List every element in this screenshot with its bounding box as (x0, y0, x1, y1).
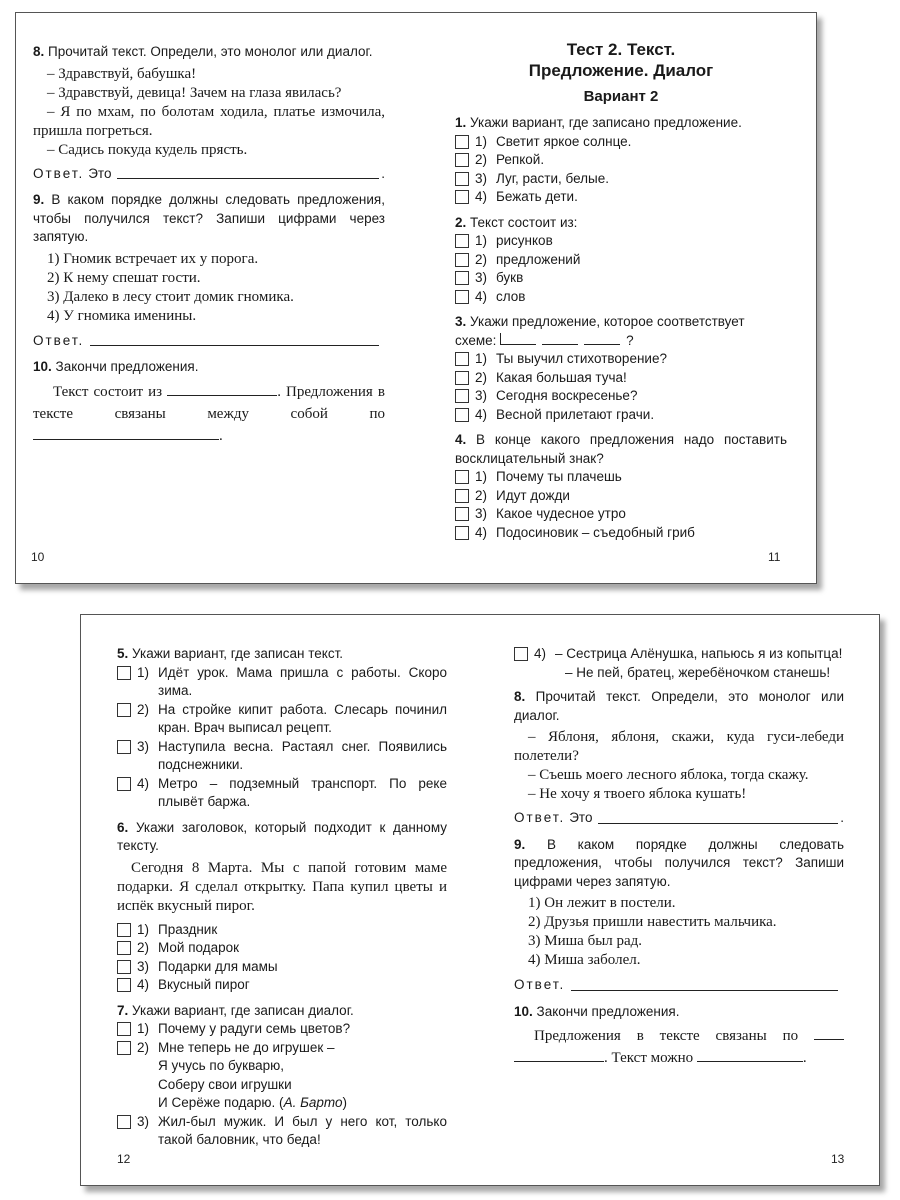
option-text: Наступила весна. Растаял снег. Появились подснежники. (158, 738, 447, 772)
list-item: 2) К нему спешат гости. (47, 269, 201, 286)
checkbox[interactable] (117, 960, 131, 974)
completion-part: . Текст можно (604, 1050, 694, 1066)
poem-line (158, 1094, 447, 1113)
checkbox[interactable] (117, 740, 131, 754)
page-number: 13 (831, 1152, 845, 1166)
answer-blank[interactable] (117, 178, 379, 179)
reading-passage (117, 859, 447, 916)
question-5 (117, 645, 447, 812)
answer-label: Ответ. (33, 165, 85, 181)
completion-part: Предложения в тексте связаны по (534, 1028, 799, 1044)
answer-option[interactable] (455, 406, 787, 425)
answer-option[interactable] (455, 524, 787, 543)
dialogue-line: – Съешь моего лесного яблока, тогда скажу. (528, 767, 809, 783)
page-12 (117, 645, 447, 1157)
question-8 (33, 43, 385, 183)
variant-heading: Вариант 2 (583, 88, 659, 105)
question-number: 5. (117, 646, 129, 661)
list-item: 4) У гномика именины. (47, 307, 197, 324)
option-number: 2) (137, 940, 150, 955)
option-text: Бежать дети. (496, 189, 578, 204)
checkbox[interactable] (455, 253, 469, 267)
option-text: На стройке кипит работа. Слесарь починил кран. Врач выписал рецепт. (158, 701, 447, 735)
question-4 (455, 431, 787, 542)
dialogue-line: – Не пей, братец, жеребёночком станешь! (565, 664, 831, 680)
option-text: Какое чудесное утро (496, 506, 626, 521)
checkbox[interactable] (455, 290, 469, 304)
option-text: Луг, расти, белые. (496, 170, 610, 186)
option-text: Светит яркое солнце. (496, 133, 632, 149)
question-text: Текст состоит из: (470, 214, 578, 230)
option-text: Идут дожди (496, 487, 570, 503)
question-7 (117, 1002, 447, 1150)
dialogue-text (514, 728, 844, 804)
completion-part: . Предложения в тексте связаны между собой по (33, 383, 385, 422)
checkbox[interactable] (117, 1041, 131, 1055)
question-3 (455, 313, 787, 424)
checkbox[interactable] (117, 777, 131, 791)
answer-option[interactable] (514, 645, 844, 682)
option-text: Идёт урок. Мама пришла с работы. Скоро зима. (158, 664, 447, 698)
option-text: Весной прилетают грачи. (496, 406, 655, 422)
option-text: Праздник (158, 921, 218, 937)
option-number: 2) (475, 369, 488, 385)
completion-part: . (802, 1050, 807, 1066)
option-number: 3) (475, 270, 488, 285)
option-poem (158, 1039, 447, 1113)
question-number: 4. (455, 432, 467, 447)
question-9 (33, 191, 385, 350)
option-number: 4) (475, 189, 488, 204)
checkbox[interactable] (117, 923, 131, 937)
question-text: В каком порядке должны следовать предложения, чтобы получился текст? Запиши цифрами через запятую. (514, 836, 844, 889)
option-text: Репкой. (496, 152, 545, 167)
option-text: Почему у радуги семь цветов? (158, 1021, 351, 1036)
option-number: 4) (475, 524, 488, 540)
question-text: В конце какого предложения надо поставить восклицательный знак? (455, 432, 787, 466)
dialogue-line: – Яблоня, яблоня, скажи, куда гуси-лебеди полетели? (514, 729, 844, 764)
answer-label: Ответ. (514, 810, 566, 825)
book-spread-pages-10-11 (15, 12, 817, 584)
checkbox[interactable] (514, 647, 528, 661)
answer-option[interactable] (455, 151, 787, 170)
option-number: 4) (137, 775, 150, 791)
answer-blank[interactable] (90, 345, 379, 346)
poem-author: А. Барто (283, 1095, 343, 1110)
poem-line: Соберу свои игрушки (158, 1076, 292, 1092)
option-number: 1) (475, 133, 488, 149)
option-text: предложений (496, 251, 581, 267)
dialogue-line: – Не хочу я твоего яблока кушать! (528, 786, 747, 802)
dialogue-line: – Я по мхам, по болотам ходила, платье измочила, пришла погреться. (33, 103, 385, 139)
option-dialogue (555, 645, 844, 682)
checkbox[interactable] (455, 153, 469, 167)
option-text: Сегодня воскресенье? (496, 388, 638, 403)
option-text: рисунков (496, 233, 553, 248)
completion-part: . (219, 427, 223, 444)
answer-option[interactable] (117, 1113, 447, 1150)
page-11 (455, 39, 787, 549)
option-number: 2) (475, 487, 488, 503)
dialogue-line: – Здравствуй, девица! Зачем на глаза явилась? (47, 84, 342, 101)
answer-option[interactable] (455, 387, 787, 406)
answer-option[interactable] (455, 251, 787, 270)
checkbox[interactable] (455, 190, 469, 204)
answer-line: Ответ. Это . (33, 165, 385, 184)
option-text: Мой подарок (158, 940, 240, 955)
list-item: 3) Миша был рад. (528, 933, 643, 949)
page-10 (33, 43, 385, 454)
option-number: 1) (137, 664, 150, 680)
option-number: 4) (475, 288, 488, 304)
answer-blank[interactable] (514, 1050, 604, 1062)
question-number: 9. (514, 836, 526, 852)
completion-part: Текст состоит из (53, 383, 163, 400)
answer-option[interactable] (117, 976, 447, 995)
poem-line: Мне теперь не до игрушек – (158, 1039, 335, 1055)
question-6 (117, 819, 447, 995)
option-text: Ты выучил стихотворение? (496, 351, 667, 366)
option-text: Подарки для мамы (158, 958, 278, 974)
option-number: 2) (475, 152, 488, 167)
book-spread-pages-12-13 (80, 614, 880, 1186)
question-text: Укажи заголовок, который подходит к данному тексту. (117, 819, 447, 853)
test-title-line: Тест 2. Текст. (566, 40, 676, 59)
question-text: Укажи вариант, где записан диалог. (132, 1002, 354, 1018)
dialogue-line: – Сестрица Алёнушка, напьюсь я из копытца! (555, 646, 843, 661)
option-text: букв (496, 270, 524, 285)
answer-word: Это (569, 810, 593, 825)
answer-option[interactable] (117, 921, 447, 940)
question-text: Укажи вариант, где записано предложение. (470, 115, 742, 130)
option-number: 1) (475, 351, 488, 366)
option-number: 1) (475, 233, 488, 248)
list-item: 1) Гномик встречает их у порога. (47, 250, 259, 267)
option-number: 2) (475, 251, 488, 267)
option-text: Подосиновик – съедобный гриб (496, 524, 695, 540)
answer-blank[interactable] (814, 1028, 844, 1040)
answer-line (33, 332, 385, 351)
question-text: Укажи вариант, где записан текст. (132, 646, 344, 661)
answer-option[interactable] (455, 232, 787, 251)
option-number: 4) (137, 977, 150, 992)
checkbox[interactable] (455, 234, 469, 248)
option-number: 3) (475, 170, 488, 186)
completion-text (514, 1025, 844, 1069)
checkbox[interactable] (117, 978, 131, 992)
checkbox[interactable] (455, 526, 469, 540)
checkbox[interactable] (117, 1022, 131, 1036)
option-number: 3) (137, 958, 150, 974)
list-item: 3) Далеко в лесу стоит домик гномика. (47, 288, 294, 305)
checkbox[interactable] (455, 507, 469, 521)
question-1 (455, 114, 787, 207)
checkbox[interactable] (117, 941, 131, 955)
sentence-list (47, 250, 385, 326)
list-item: 4) Миша заболел. (528, 952, 641, 968)
checkbox[interactable] (455, 489, 469, 503)
question-text: Укажи предложение, которое соответствует схеме: (455, 314, 745, 348)
question-text: Прочитай текст. Определи, это монолог или диалог. (48, 44, 373, 59)
answer-blank[interactable] (697, 1050, 803, 1062)
checkbox[interactable] (117, 666, 131, 680)
answer-option[interactable] (455, 505, 787, 524)
option-text: Метро – подземный транспорт. По реке плывёт баржа. (158, 775, 447, 809)
answer-option[interactable] (117, 738, 447, 775)
option-text: Жил-был мужик. И был у него кот, только такой баловник, что беда! (158, 1113, 447, 1147)
option-number: 2) (137, 1039, 150, 1055)
option-number: 2) (137, 701, 150, 717)
checkbox[interactable] (455, 172, 469, 186)
checkbox[interactable] (455, 389, 469, 403)
page-number: 11 (768, 550, 781, 564)
option-number: 4) (475, 406, 488, 422)
answer-option[interactable] (117, 1020, 447, 1039)
answer-option[interactable] (455, 188, 787, 207)
answer-option[interactable] (455, 487, 787, 506)
poem-text: И Серёже подарю. ( (158, 1095, 284, 1110)
checkbox[interactable] (455, 408, 469, 422)
poem-line: Я учусь по букварю, (158, 1058, 284, 1073)
option-number: 1) (475, 469, 488, 484)
list-item: 2) Друзья пришли навестить мальчика. (528, 914, 777, 930)
option-number: 3) (475, 506, 488, 521)
option-number: 1) (137, 921, 150, 937)
completion-text (33, 381, 385, 447)
question-number: 9. (33, 192, 45, 207)
checkbox[interactable] (455, 371, 469, 385)
answer-option[interactable] (455, 468, 787, 487)
question-text: Закончи предложения. (55, 359, 199, 374)
option-text: Какая большая туча! (496, 369, 627, 385)
option-number: 4) (534, 646, 547, 661)
answer-option[interactable] (117, 1039, 447, 1113)
answer-blank[interactable] (598, 823, 838, 824)
checkbox[interactable] (455, 470, 469, 484)
answer-label: Ответ. (514, 977, 566, 992)
answer-blank[interactable] (571, 990, 838, 991)
passage-text: Сегодня 8 Марта. Мы с папой готовим маме подарки. Я сделал открытку. Папа купил цветы и испёк вкусный пирог. (117, 859, 447, 914)
option-text: Вкусный пирог (158, 977, 250, 992)
question-number: 8. (514, 689, 526, 704)
answer-option[interactable] (117, 664, 447, 701)
answer-line: Ответ. Это . (514, 809, 844, 828)
answer-option[interactable] (455, 350, 787, 369)
option-text: слов (496, 288, 526, 304)
answer-option[interactable] (117, 701, 447, 738)
option-number: 3) (137, 738, 150, 754)
checkbox[interactable] (117, 703, 131, 717)
list-item: 1) Он лежит в постели. (528, 895, 676, 911)
answer-option[interactable] (117, 939, 447, 958)
answer-blank[interactable] (33, 428, 219, 440)
question-number: 3. (455, 314, 467, 329)
option-number: 1) (137, 1021, 150, 1036)
question-text: Закончи предложения. (536, 1003, 680, 1019)
checkbox[interactable] (455, 271, 469, 285)
page-number: 12 (117, 1152, 131, 1166)
question-8 (514, 688, 844, 828)
answer-option[interactable] (455, 369, 787, 388)
test-title (455, 39, 787, 81)
dialogue-line: – Здравствуй, бабушка! (47, 65, 197, 82)
question-text: В каком порядке должны следовать предложения, чтобы получился текст? Запиши цифрами через запятую. (33, 192, 385, 244)
test-title-line: Предложение. Диалог (528, 61, 714, 80)
question-10 (514, 1003, 844, 1070)
dialogue-line: – Садись покуда кудель прясть. (47, 141, 248, 158)
option-number: 3) (475, 388, 488, 403)
answer-option[interactable] (455, 133, 787, 152)
answer-blank[interactable] (167, 384, 277, 396)
question-10 (33, 358, 385, 447)
checkbox[interactable] (117, 1115, 131, 1129)
answer-word: Это (88, 165, 112, 181)
option-number: 3) (137, 1113, 150, 1129)
answer-line (514, 976, 844, 995)
page-13 (514, 645, 844, 1076)
answer-label: Ответ. (33, 332, 85, 348)
question-number: 10. (514, 1003, 533, 1019)
answer-option[interactable] (117, 958, 447, 977)
question-number: 1. (455, 115, 467, 130)
answer-option[interactable] (455, 288, 787, 307)
option-text: Почему ты плачешь (496, 469, 622, 484)
checkbox[interactable] (455, 352, 469, 366)
answer-option[interactable] (117, 775, 447, 812)
scheme-end-mark: ? (626, 332, 634, 348)
question-2 (455, 214, 787, 307)
poem-text: ) (342, 1095, 347, 1110)
dialogue-text (33, 65, 385, 160)
answer-option[interactable] (455, 269, 787, 288)
sentence-scheme (500, 332, 626, 351)
question-number: 6. (117, 819, 129, 835)
question-number: 8. (33, 44, 45, 59)
sentence-list (528, 894, 844, 970)
answer-option[interactable] (455, 170, 787, 189)
checkbox[interactable] (455, 135, 469, 149)
question-number: 7. (117, 1002, 129, 1018)
page-number: 10 (31, 550, 45, 564)
question-9 (514, 836, 844, 995)
question-text: Прочитай текст. Определи, это монолог или диалог. (514, 689, 844, 723)
question-number: 2. (455, 214, 467, 230)
question-number: 10. (33, 359, 52, 374)
